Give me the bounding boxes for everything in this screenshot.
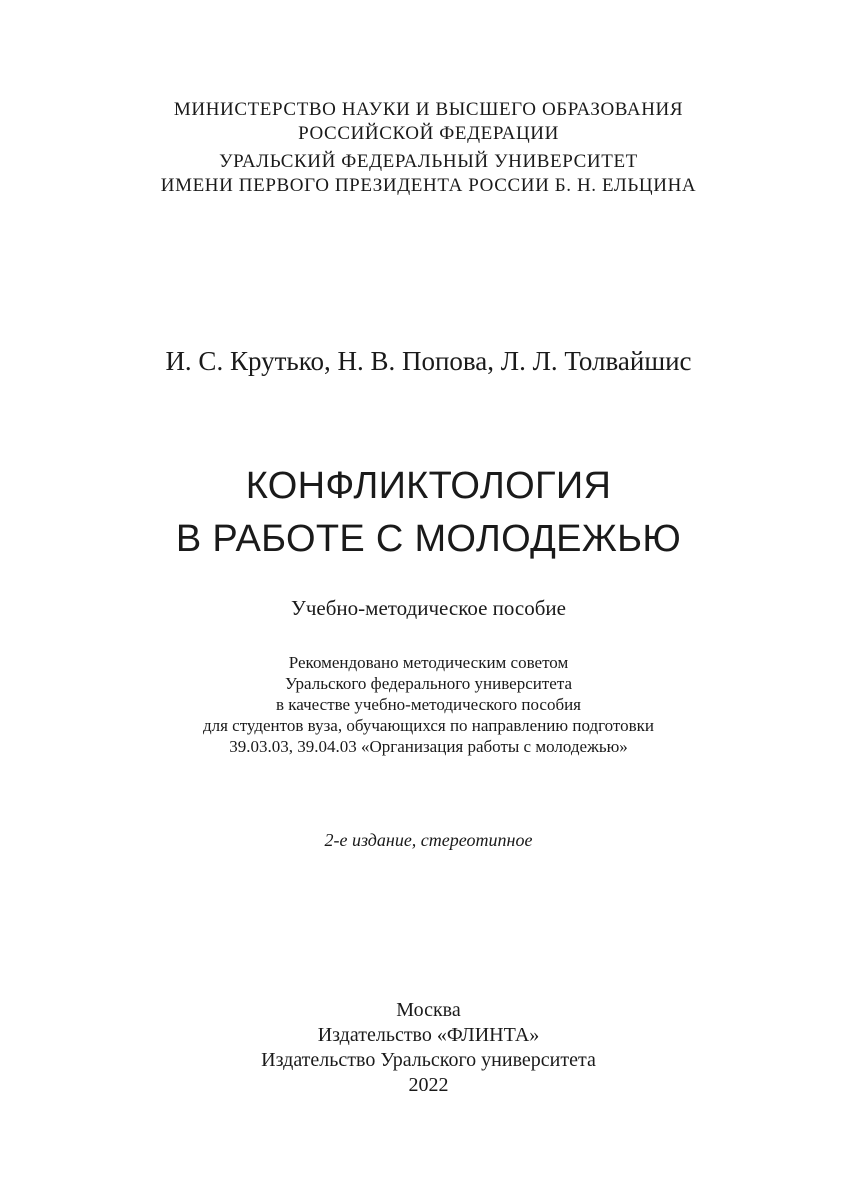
ministry-header	[0, 98, 857, 146]
ministry-line-2: РОССИЙСКОЙ ФЕДЕРАЦИИ	[298, 123, 559, 144]
university-line-2: ИМЕНИ ПЕРВОГО ПРЕЗИДЕНТА РОССИИ Б. Н. ЕЛЬЦИНА	[160, 175, 697, 196]
imprint-publisher-2: Издательство Уральского университета	[261, 1049, 596, 1071]
recommendation-note	[0, 652, 857, 757]
recommendation-line-5: 39.03.03, 39.04.03 «Организация работы с молодежью»	[229, 737, 628, 756]
book-title-line-2: В РАБОТЕ С МОЛОДЕЖЬЮ	[175, 518, 682, 560]
book-title-line-1: КОНФЛИКТОЛОГИЯ	[245, 465, 612, 507]
university-line-1: УРАЛЬСКИЙ ФЕДЕРАЛЬНЫЙ УНИВЕРСИТЕТ	[219, 151, 638, 172]
publisher-imprint	[0, 998, 857, 1098]
recommendation-line-4: для студентов вуза, обучающихся по направлению подготовки	[202, 716, 655, 735]
imprint-year: 2022	[408, 1074, 449, 1096]
recommendation-line-2: Уральского федерального университета	[284, 674, 573, 693]
ministry-line-1: МИНИСТЕРСТВО НАУКИ И ВЫСШЕГО ОБРАЗОВАНИЯ	[173, 99, 684, 120]
university-header	[0, 150, 857, 198]
authors-text: И. С. Крутько, Н. В. Попова, Л. Л. Толвайшис	[165, 346, 692, 376]
edition-text: 2-е издание, стереотипное	[324, 830, 533, 850]
edition-note	[0, 828, 857, 852]
recommendation-line-3: в качестве учебно-методического пособия	[275, 695, 582, 714]
imprint-city: Москва	[396, 999, 461, 1021]
authors	[0, 344, 857, 378]
book-title	[0, 460, 857, 566]
book-subtitle-text: Учебно-методическое пособие	[290, 596, 566, 620]
imprint-publisher-1: Издательство «ФЛИНТА»	[317, 1024, 540, 1046]
recommendation-line-1: Рекомендовано методическим советом	[288, 653, 569, 672]
book-subtitle	[0, 594, 857, 622]
